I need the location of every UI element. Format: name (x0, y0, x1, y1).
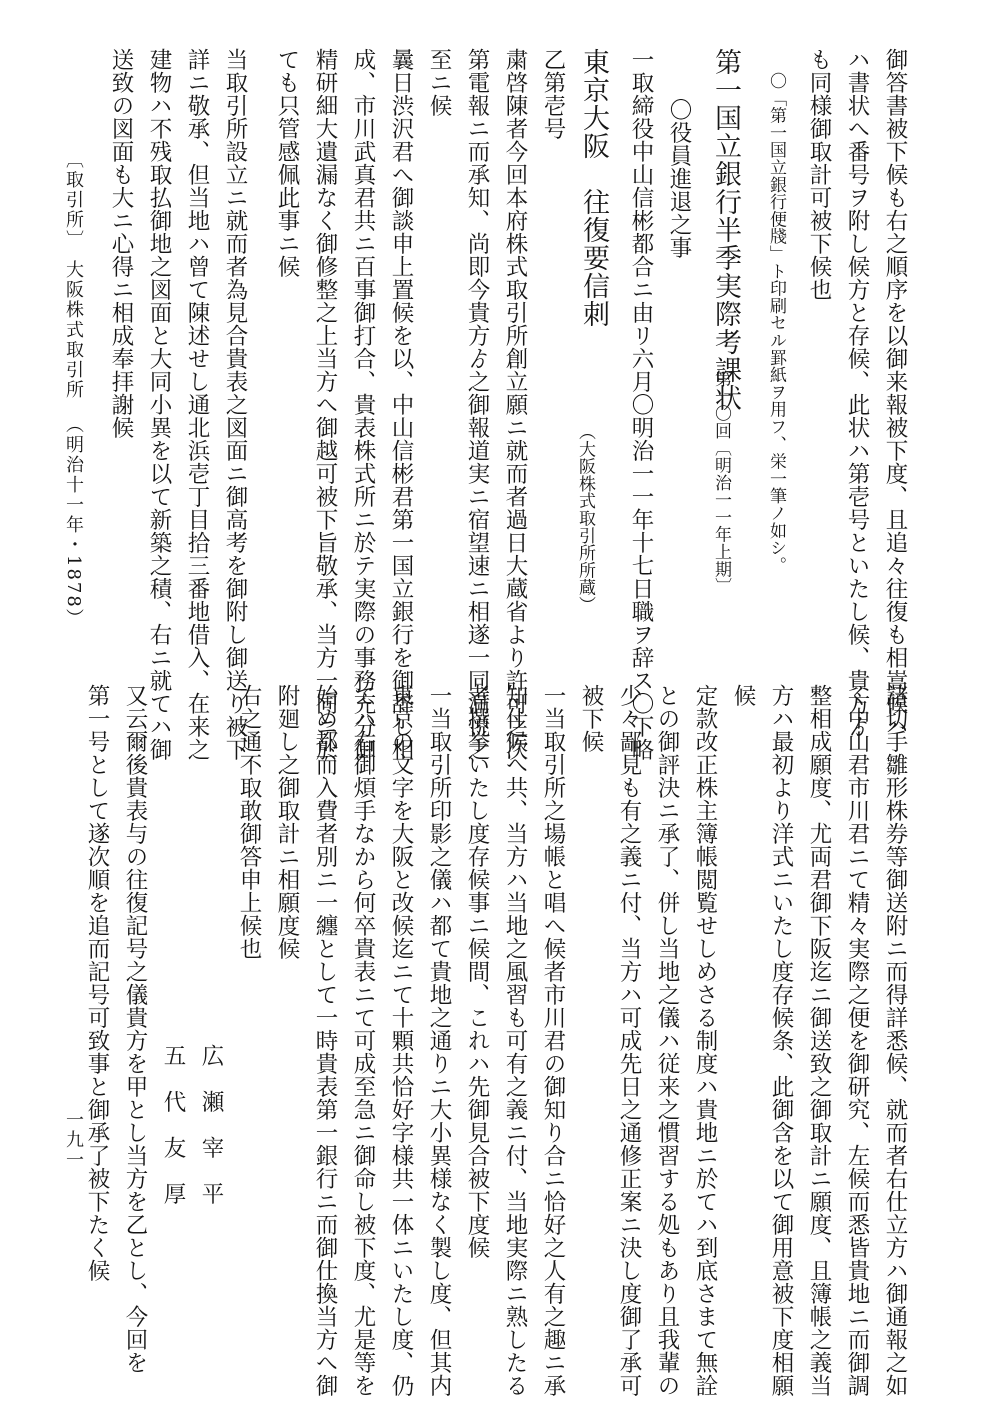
text-column: 一取締役中山信彬都合ニ由リ六月〇明治一一年十七日職ヲ辞ス〇下略 (628, 48, 654, 761)
text-column: 少々鄙見も有之義ニ付、当方ハ可成先日之通修正案ニ決し度御了承可 (616, 684, 642, 1397)
text-column: 至ニ候 (426, 48, 452, 117)
text-column: 第電報ニ而承知、尚即今貴方ゟ之御報道実ニ宿望速ニ相遂一同満悦之 (464, 48, 490, 761)
running-header-era: （明治十一年・1878） (63, 415, 84, 629)
running-header-section: 〔取引所〕 (63, 150, 84, 250)
text-column: 当取引所設立ニ就而者為見合貴表之図面ニ御高考を御附し御送り被下 (222, 48, 248, 761)
text-column: ハ書状へ番号ヲ附し候方と存候、此状ハ第壱号といたし候、貴方ゟ (844, 48, 870, 738)
section-subtitle: 第一〇回〔明治一一年上期〕 (711, 370, 731, 595)
text-column: 諸切手雛形株券等御送附ニ而得詳悉候、就而者右仕立方ハ御通報之如 (882, 684, 908, 1397)
signatory-name: 広 瀬 宰 平 (198, 1044, 224, 1205)
text-column: 右之通不取敢御答申上候也 (236, 684, 262, 960)
text-column: 建物ハ不残取払御地之図面と大同小異を以て新築之積、右ニ就てハ御 (146, 48, 172, 761)
upper-text-block (92, 48, 908, 761)
text-column: 附廻し之御取計ニ相願度候 (274, 684, 300, 960)
page-number: 一九一 (63, 1110, 84, 1170)
text-column: 一当取引所印影之儀ハ都て貴地之通りニ大小異様なく製し度、但其内 (426, 684, 452, 1397)
signatory-name: 五 代 友 厚 (160, 1044, 186, 1205)
source-note: 〇「第一国立銀行便牋」ト印刷セル罫紙ヲ用フ、栄一筆ノ如シ。 (766, 72, 786, 574)
running-header-title: 大阪株式取引所 (63, 260, 84, 400)
text-column: 方ハ最初より洋式ニいたし度存候条、此御含を以て御用意被下度相願 (768, 684, 794, 1397)
text-column: 東京の文字を大阪と改候迄ニて十顆共恰好字様共一体ニいたし度、仍 (388, 684, 414, 1397)
document-number: 乙第壱号 (540, 48, 566, 140)
text-column: 者撰挙いたし度存候事ニ候間、これハ先御見合被下度候 (464, 684, 490, 1259)
text-column: 精研細大遺漏なく御修整之上当方へ御越可被下旨敬承、当方一同ニ於 (312, 48, 338, 761)
text-column: く中山君市川君ニて精々実際之便を御研究、左候而悉皆貴地ニ而御調 (844, 684, 870, 1397)
text-column: も同様御取計可被下候也 (806, 48, 832, 301)
subsection-heading: 〇役員進退之事 (666, 98, 692, 259)
text-column: 始め都而入費者別ニ一纏として一時貴表第一銀行ニ而御仕換当方へ御 (312, 684, 338, 1397)
source-note: （大阪株式取引所所蔵） (575, 423, 595, 614)
text-column: ても只管感佩此事ニ候 (274, 48, 300, 278)
text-column: 詳ニ敬承、但当地ハ曾て陳述せし通北浜壱丁目拾三番地借入、在来之 (184, 48, 210, 761)
section-title: 第一国立銀行半季実際考課状 (710, 48, 741, 412)
text-column: 成、市川武真君共ニ百事御打合、貴表株式所ニ於テ実際の事務充分御 (350, 48, 376, 761)
text-column: 第一号として遂次順を追而記号可致事と御承了被下たく候 (84, 684, 110, 1282)
text-column: 粛啓陳者今回本府株式取引所創立願ニ就而者過日大蔵省より許可之次 (502, 48, 528, 761)
text-column: 被下候 (578, 684, 604, 753)
text-column: 一当取引所之場帳と唱へ候者市川君の御知り合ニ恰好之人有之趣ニ承 (540, 684, 566, 1397)
text-column: 整相成願度、尤両君御下阪迄ニ御送致之御取計ニ願度、且簿帳之義当 (806, 684, 832, 1397)
text-column: 又云爾後貴表与の往復記号之儀貴方を甲とし当方を乙とし、今回を (122, 684, 148, 1374)
section-title: 東京大阪 往復要信刺 (578, 48, 609, 328)
text-column: 定款改正株主簿帳閲覧せしめさる制度ハ貴地ニ於てハ到底さまて無詮 (692, 684, 718, 1397)
text-column: 知仕候へ共、当方ハ当地之風習も可有之義ニ付、当地実際ニ熟したる (502, 684, 528, 1397)
text-column: 送致の図面も大ニ心得ニ相成奉拝謝候 (108, 48, 134, 439)
text-column: 御答書被下候も右之順序を以御来報被下度、且追々往復も相嵩候ハ (882, 48, 908, 738)
text-column: との御評決ニ承了、併し当地之儀ハ従来之慣習する処もあり且我輩の (654, 684, 680, 1397)
lower-text-block (84, 684, 908, 1397)
text-column: てハ右御煩手なから何卒貴表ニて可成至急ニ御命し被下度、尤是等を (350, 684, 376, 1397)
text-column: 曩日渋沢君へ御談申上置候を以、中山信彬君第一国立銀行を御辞し相 (388, 48, 414, 761)
text-column: 候 (730, 684, 756, 707)
